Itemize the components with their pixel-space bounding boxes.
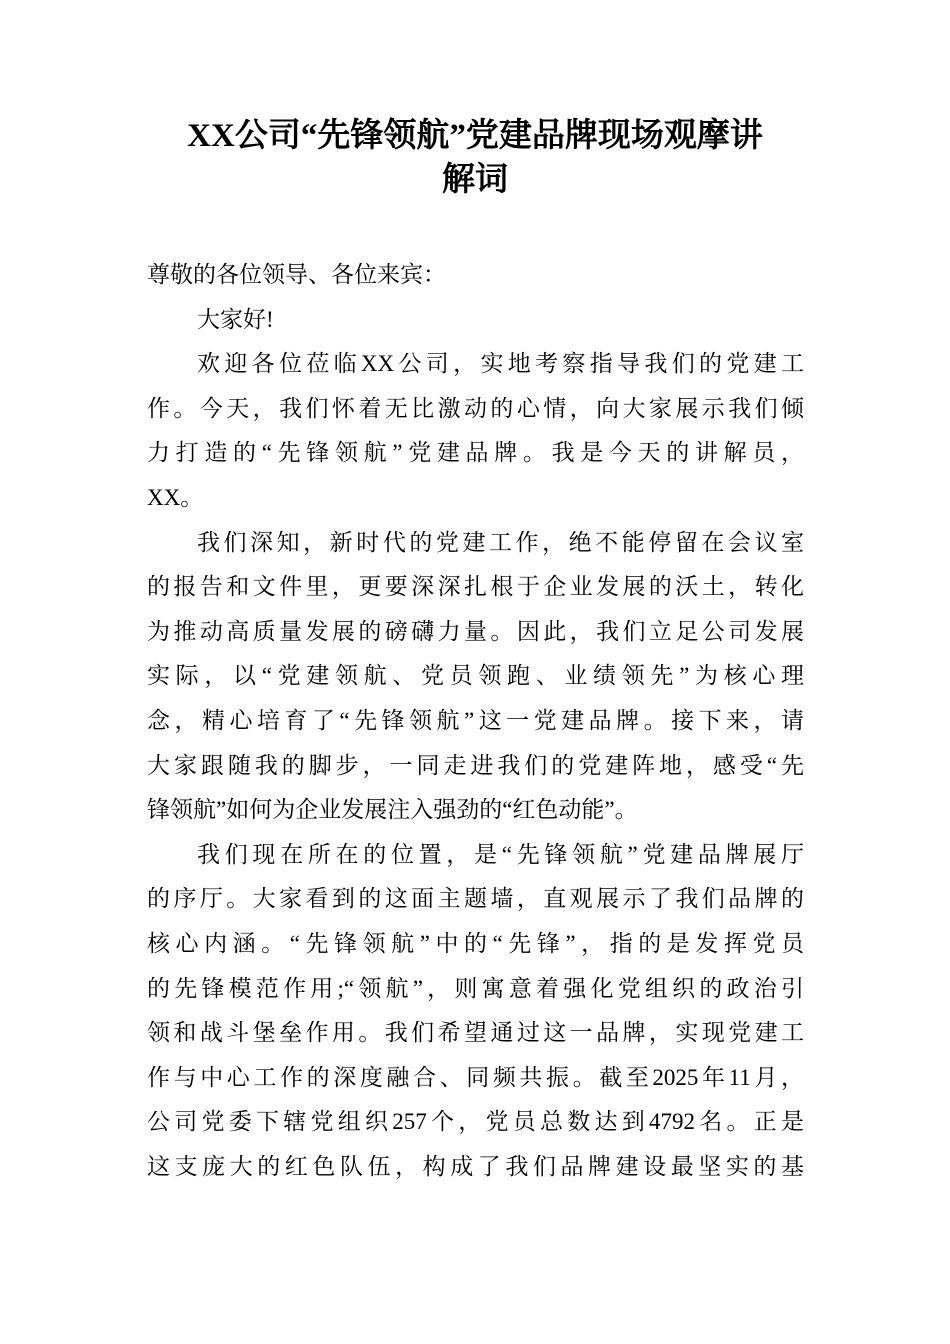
text-line: 为推动高质量发展的磅礴力量。因此，我们立足公司发展 (147, 618, 804, 644)
text-line: 我们深知，新时代的党建工作，绝不能停留在会议室 (197, 529, 804, 555)
text-line: 公司党委下辖党组织257个，党员总数达到4792名。正是 (147, 1109, 804, 1135)
text-line: 作与中心工作的深度融合、同频共振。截至2025年11月， (147, 1064, 804, 1090)
paragraph (147, 521, 804, 833)
text-line: 的报告和文件里，更要深深扎根于企业发展的沃土，转化 (147, 574, 804, 600)
text-line: 锋领航”如何为企业发展注入强劲的“红色动能”。 (147, 797, 638, 823)
title-line: XX公司“先锋领航”党建品牌现场观摩讲 (187, 118, 763, 154)
title-line: 解词 (442, 162, 508, 198)
text-line: 力打造的“先锋领航”党建品牌。我是今天的讲解员， (147, 440, 804, 466)
text-line: 实际，以“党建领航、党员领跑、业绩领先”为核心理 (147, 663, 804, 689)
text-line: 欢迎各位莅临XX公司，实地考察指导我们的党建工 (197, 351, 804, 377)
text-line: 念，精心培育了“先锋领航”这一党建品牌。接下来，请 (147, 707, 804, 733)
document-body (147, 253, 804, 1189)
document-title (120, 114, 830, 202)
text-line: 的先锋模范作用;“领航”，则寓意着强化党组织的政治引 (147, 975, 804, 1001)
paragraph (147, 833, 804, 1190)
salutation: 尊敬的各位领导、各位来宾： (147, 262, 446, 287)
greeting: 大家好! (197, 306, 274, 332)
text-line: 核心内涵。“先锋领航”中的“先锋”，指的是发挥党员 (147, 930, 804, 956)
text-line: 这支庞大的红色队伍，构成了我们品牌建设最坚实的基 (147, 1153, 804, 1179)
text-line: 作。今天，我们怀着无比激动的心情，向大家展示我们倾 (147, 395, 804, 421)
text-line: 领和战斗堡垒作用。我们希望通过这一品牌，实现党建工 (147, 1020, 804, 1046)
text-line: 的序厅。大家看到的这面主题墙，直观展示了我们品牌的 (147, 886, 804, 912)
text-line: XX。 (147, 484, 204, 510)
text-line: 大家跟随我的脚步，一同走进我们的党建阵地，感受“先 (147, 752, 804, 778)
paragraph (147, 342, 804, 520)
text-line: 我们现在所在的位置，是“先锋领航”党建品牌展厅 (197, 841, 804, 867)
